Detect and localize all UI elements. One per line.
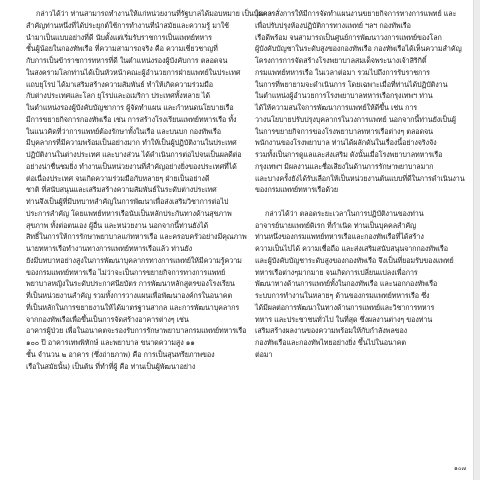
text-line: มีบุคลากรที่มีความพร้อมเป็นอย่างมาก ทำให้เป็นผู้ปฏิบัติงานในประเทศ: [26, 138, 237, 148]
page-edge-bar: [473, 0, 480, 480]
text-line: พัฒนาทางด้านการแพทย์ทั้งในกองทัพเรือ และนอกกองทัพเรือ: [255, 279, 438, 289]
text-line: พนักงานของโรงพยาบาล ท่านได้ผลักดันในเรื่องนี้อย่างจริงจัง: [255, 138, 437, 148]
text-line: ได้มีผลต่อการพัฒนาในทางด้านการแพทย์และวิชาการทหาร: [255, 302, 435, 312]
text-line: โครงการการจัดสร้างโรงพยาบาลสมเด็จพระนางเจ้าสิริกิติ์: [255, 56, 427, 65]
text-line: ทหารเรือต่างๆมากมาย จนเกิดการเปลี่ยนแปลงเพื่อการ: [255, 267, 418, 277]
text-line: สิทธิ์ในการให้การรักษาพยาบาลแก่ทหารเรือ และครอบครัวอย่างมีคุณภาพ: [26, 232, 247, 242]
text-line: วางนโยบายปรับปรุงบุคลากรในวงการแพทย์ นอกจากนี้ท่านยังเป็นผู้: [255, 114, 456, 124]
text-line: สำคัญท่านหนึ่งที่ได้ประยุกต์ใช้การทำงานที่นำสมัยและความรู้ มาใช้: [26, 20, 229, 30]
text-line: อาคารผู้ป่วย เพื่อในอนาคตจะรองรับการรักษาพยาบาลกรมแพทย์ทหารเรือ: [26, 326, 247, 336]
text-line: เสริมสร้างผลงานของความพร้อมให้กับกำลังพลของ: [255, 326, 408, 336]
text-line: ประการสำคัญ โดยแพทย์ทหารเรือนับเป็นหลักประกันทางด้านสุขภาพ: [26, 208, 232, 218]
text-line: กล่าวได้ว่า ท่านสามารถทำงานให้แก่หน่วยงานที่รัฐบาลได้มอบหมาย เป็นบุคคล: [36, 9, 272, 18]
text-line: และผู้บังคับบัญชาระดับสูงของกองทัพเรือ จึงเป็นที่ยอมรับของแพทย์: [255, 255, 454, 265]
text-line: กรมแพทย์ทหารเรือ ในเวลาต่อมา รวมไปถึงการรับราชการ: [255, 67, 430, 77]
text-line: และบางครั้งยังได้รับเลือกให้เป็นหน่วยงานต้นแบบที่ดีในการดำเนินงาน: [255, 173, 465, 183]
text-line: ในสงครามโลกท่านได้เป็นหัวหน้าคณะผู้อำนวยการฝ่ายแพทย์ในประเทศ: [26, 67, 241, 77]
text-line: ท่านจึงเป็นผู้ที่มีบทบาทสำคัญในการพัฒนาเพื่อส่งเสริมวิชาการต่อไป: [26, 197, 229, 206]
text-line: ต่อมา: [255, 349, 273, 359]
page-number: ๑๐๗: [454, 465, 466, 472]
text-line: ที่เป็นหน่วยงานสำคัญ รวมทั้งการวางแผนเพื่อพัฒนาองค์กรในอนาคต: [26, 291, 233, 300]
text-line: ในการสั่งการให้มีการจัดทำแผนงานขยายกิจการทางการแพทย์ และ: [255, 9, 457, 18]
text-line: ปฏิบัติงานในต่างประเทศ และบางส่วน ได้ดำเนินการต่อไปจนเป็นผลดีต่อ: [26, 150, 242, 159]
right-text-column: [255, 8, 465, 361]
text-line: เรือในสมัยนั้น) เป็นต้น ที่ทำที่ผู้ คือ ท่านเป็นผู้พัฒนาอย่าง: [26, 361, 196, 371]
text-line: มีการขยายกิจการกองทัพเรือ เช่น การสร้างโรงเรียนแพทย์ทหารเรือ ทั้ง: [26, 114, 237, 124]
text-line: ในการขยายกิจการของโรงพยาบาลทหารเรือต่างๆ ตลอดจน: [255, 126, 433, 136]
text-line: [255, 196, 455, 208]
text-line: อาจารย์นายแพทย์ดิเรก ที่กำเนิด ท่านเป็นบุคคลสำคัญ: [255, 220, 417, 230]
text-line: ในแนวคิดที่ว่าการแพทย์ต้องรักษาทั้งในเรือ และบนบก กองทัพเรือ: [26, 126, 221, 136]
text-line: กับการเป็นข้าราชการทหารที่ดี ในตำแหน่งรองผู้บังคับการ ตลอดจน: [26, 56, 228, 65]
text-line: แถบยุโรป ได้มาเสริมสร้างความสัมพันธ์ ทำให้เกิดความร่วมมือ: [26, 79, 213, 89]
text-line: ความเป็นไปได้ ความเชื่อถือ และส่งเสริมสนับสนุนจากกองทัพเรือ: [255, 244, 448, 253]
text-line: กล่าวได้ว่า ตลอดระยะเวลาในการปฏิบัติงานของท่าน: [265, 208, 424, 218]
text-line: กรุงเทพฯ มีผลงานและชื่อเสียงในด้านการรักษาพยาบาลมาก: [255, 161, 434, 171]
text-line: จากกองทัพเรือเพื่อขึ้นเป็นการจัดสร้างอาคารต่างๆ เช่น: [26, 314, 189, 324]
text-line: กับต่างประเทศและโลก ยุโรปและอเมริกา ประเทศทั้งหลาย ได้: [26, 91, 210, 101]
text-line: ๑๐๐ ปี อาคารเทพพิทักษ์ และพยาบาล ขนาดความสูง ๑๑: [26, 338, 195, 347]
text-line: ท่านหนึ่งของกรมแพทย์ทหารเรือและกองทัพเรือที่ได้สร้าง: [255, 232, 424, 242]
text-line: สุขภาพ ทั้งต่อตนเอง ผู้อื่น และหน่วยงาน นอกจากนี้ท่านยังได้: [26, 220, 209, 230]
text-line: นายทหารเรือทำงานทางการแพทย์ทหารเรือแล้ว ท่านยัง: [26, 244, 193, 253]
text-line: ชาติ ที่สนับสนุนและเสริมสร้างความสัมพันธ์ในระดับต่างประเทศ: [26, 185, 217, 195]
text-line: ทหาร และประชาชนทั่วไป ในที่สุด ซึ่งผลงานต่างๆ ของท่าน: [255, 314, 433, 324]
text-line: เพื่อปรับปรุงห้องปฏิบัติการทางแพทย์ ฯลฯ กองทัพเรือ: [255, 20, 411, 30]
text-line: ได้ให้ความสนใจการพัฒนาการแพทย์ให้ดีขึ้น เช่น การ: [255, 103, 418, 112]
text-line: ระบบการทำงานในหลายๆ ด้านของกรมแพทย์ทหารเรือ ซึ่ง: [255, 291, 430, 300]
text-line: ในตำแหน่งรองผู้บังคับบัญชาการ ผู้จัดทำแผน และกำหนดนโยบายเรือ: [26, 103, 234, 112]
text-line: ยังมีบทบาทอย่างสูงในการพัฒนาบุคลากรทางการแพทย์ให้มีความรู้ความ: [26, 255, 242, 265]
text-line: ชั้นผู้น้อยในกองทัพเรือ ที่ความสามารถจริง คือ ความเชี่ยวชาญที่: [26, 44, 218, 54]
text-line: ของกรมแพทย์ทหารเรือ ไม่ว่าจะเป็นการขยายกิจการทางการแพทย์: [26, 267, 226, 277]
text-line: ผู้บังคับบัญชาในระดับสูงของกองทัพเรือ กองทัพเรือได้เห็นความสำคัญ: [255, 44, 462, 54]
text-line: เรือดีพร้อม จนสามารถเป็นศูนย์การพัฒนาวงการแพทย์ของโลก: [255, 32, 442, 42]
text-line: ของกรมแพทย์ทหารเรือด้วย: [255, 185, 338, 195]
text-line: ต่อเนื่องประเทศ จนเกิดความร่วมมือกับหลายๆ ฝ่ายเป็นอย่างดี: [26, 173, 210, 183]
text-line: ที่เป็นหลักในการขยายงานให้ได้มาตรฐานสากล และการพัฒนาบุคลากร: [26, 302, 240, 312]
text-line: พยาบาลหญิงในระดับประกาศนียบัตร การพัฒนาหลักสูตรของโรงเรียน: [26, 279, 235, 289]
text-line: อย่างน่าชื่นชมยิ่ง ทำงานเป็นหน่วยงานที่สำคัญอย่างยิ่งของประเทศที่ได้: [26, 161, 237, 171]
text-line: ชั้น จำนวน ๒ อาคาร (ซึ่งถ่ายภาพ) คือ การเป็นสุนทรียภาพของ: [26, 349, 215, 359]
text-line: รวมทั้งเป็นการดูแลและส่งเสริม ดังนั้นเมื่อโรงพยาบาลทหารเรือ: [255, 150, 443, 159]
text-line: กองทัพเรือและกองทัพไทยอย่างยิ่ง ขึ้นไปในอนาคต: [255, 338, 406, 347]
text-line: ในตำแหน่งผู้อำนวยการโรงพยาบาลทหารเรือกรุงเทพฯ ท่าน: [255, 91, 433, 101]
text-line: นำมาเป็นแบบอย่างที่ดี นับตั้งแต่เริ่มรับราชการเป็นแพทย์ทหาร: [26, 32, 212, 42]
text-line: ในการที่พยายามจะดำเนินการ โดยเฉพาะเมื่อที่ท่านได้ปฏิบัติงาน: [255, 79, 448, 89]
